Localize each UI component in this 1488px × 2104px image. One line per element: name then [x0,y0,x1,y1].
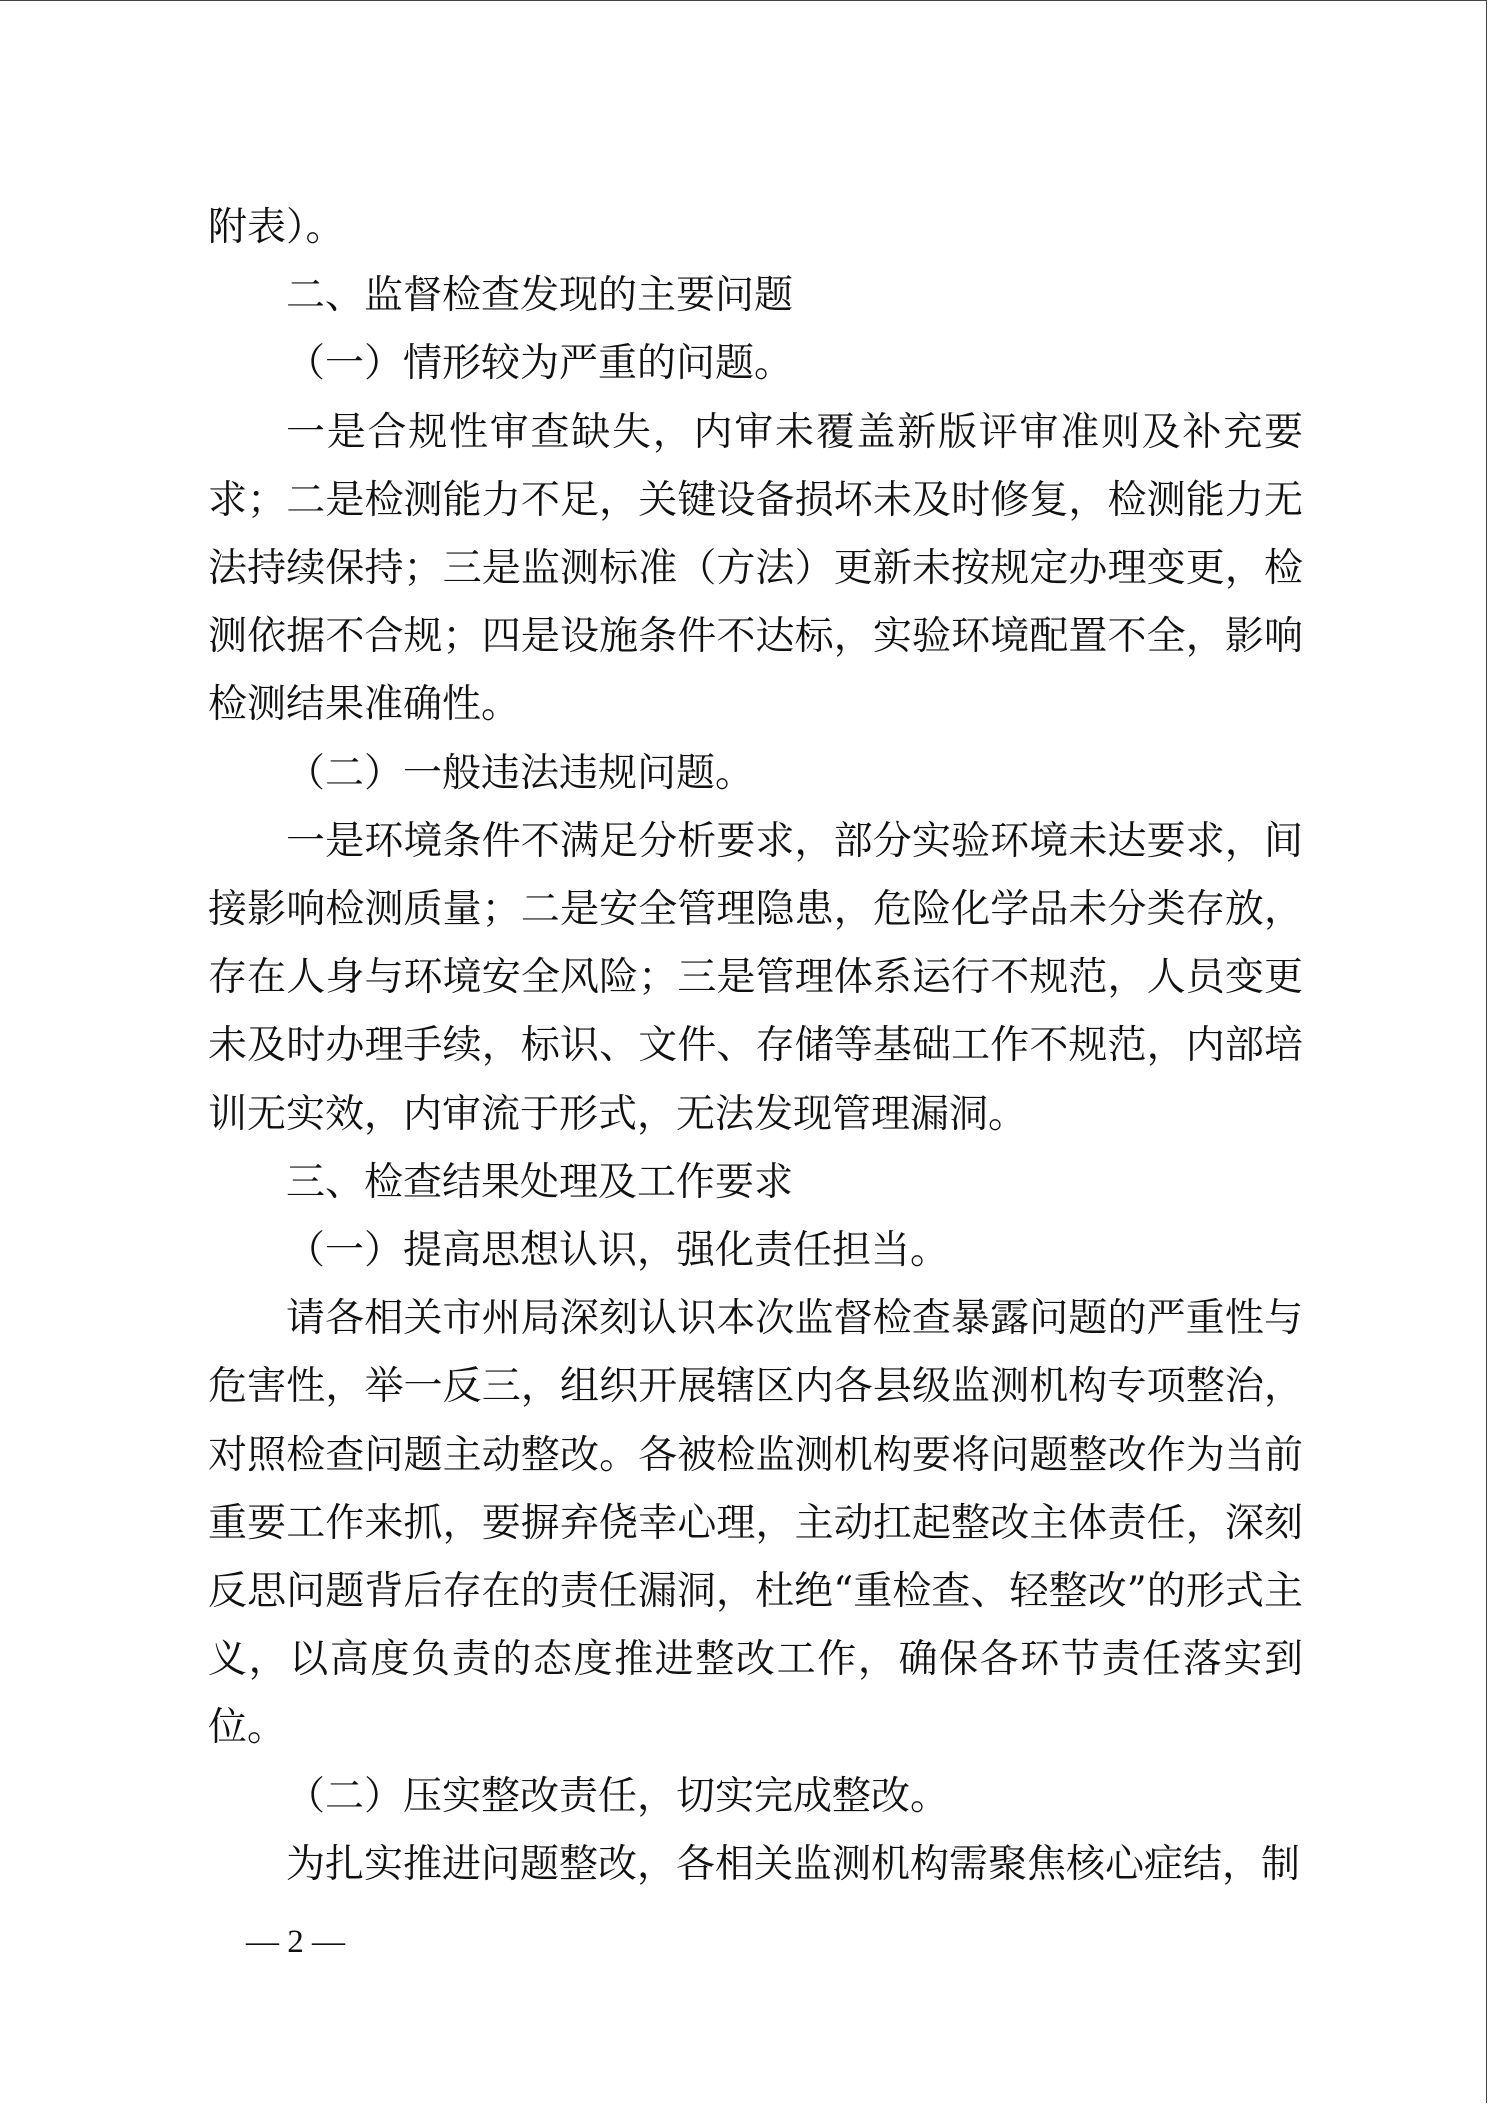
subheading-3-2: （二）压实整改责任，切实完成整改。 [286,1773,950,1819]
paragraph-rectification: 为扎实推进问题整改，各相关监测机构需聚焦核心症结，制 [286,1841,1301,1887]
subheading-2-2: （二）一般违法违规问题。 [286,750,755,796]
paragraph-serious-issues: 一是合规性审查缺失，内审未覆盖新版评审准则及补充要求；二是检测能力不足，关键设备损坏未及时修复，检测能力无法持续保持；三是监测标准（方法）更新未按规定办理变更，检测依据不合规；四是设施条件不达标，实验环境配置不全，影响检测结果准确性。 [208,409,1303,728]
paragraph-general-issues: 一是环境条件不满足分析要求，部分实验环境未达要求，间接影响检测质量；二是安全管理隐患，危险化学品未分类存放，存在人身与环境安全风险；三是管理体系运行不规范，人员变更未及时办理手续，标识、文件、存储等基础工作不规范，内部培训无实效，内审流于形式，无法发现管理漏洞。 [208,818,1303,1137]
subheading-2-1: （一）情形较为严重的问题。 [286,341,794,387]
page-number: — 2 — [246,1924,345,1960]
section-heading-2: 二、监督检查发现的主要问题 [286,273,794,319]
document-page [208,194,1303,1899]
section-heading-3: 三、检查结果处理及工作要求 [286,1159,794,1205]
paragraph-awareness: 请各相关市州局深刻认识本次监督检查暴露问题的严重性与危害性，举一反三，组织开展辖区内各县级监测机构专项整治，对照检查问题主动整改。各被检监测机构要将问题整改作为当前重要工作来抓，要摒弃侥幸心理，主动扛起整改主体责任，深刻反思问题背后存在的责任漏洞，杜绝“重检查、轻整改”的形式主义，以高度负责的态度推进整改工作，确保各环节责任落实到位。 [208,1296,1303,1751]
paragraph-continuation: 附表）。 [208,205,345,250]
subheading-3-1: （一）提高思想认识，强化责任担当。 [286,1228,950,1274]
